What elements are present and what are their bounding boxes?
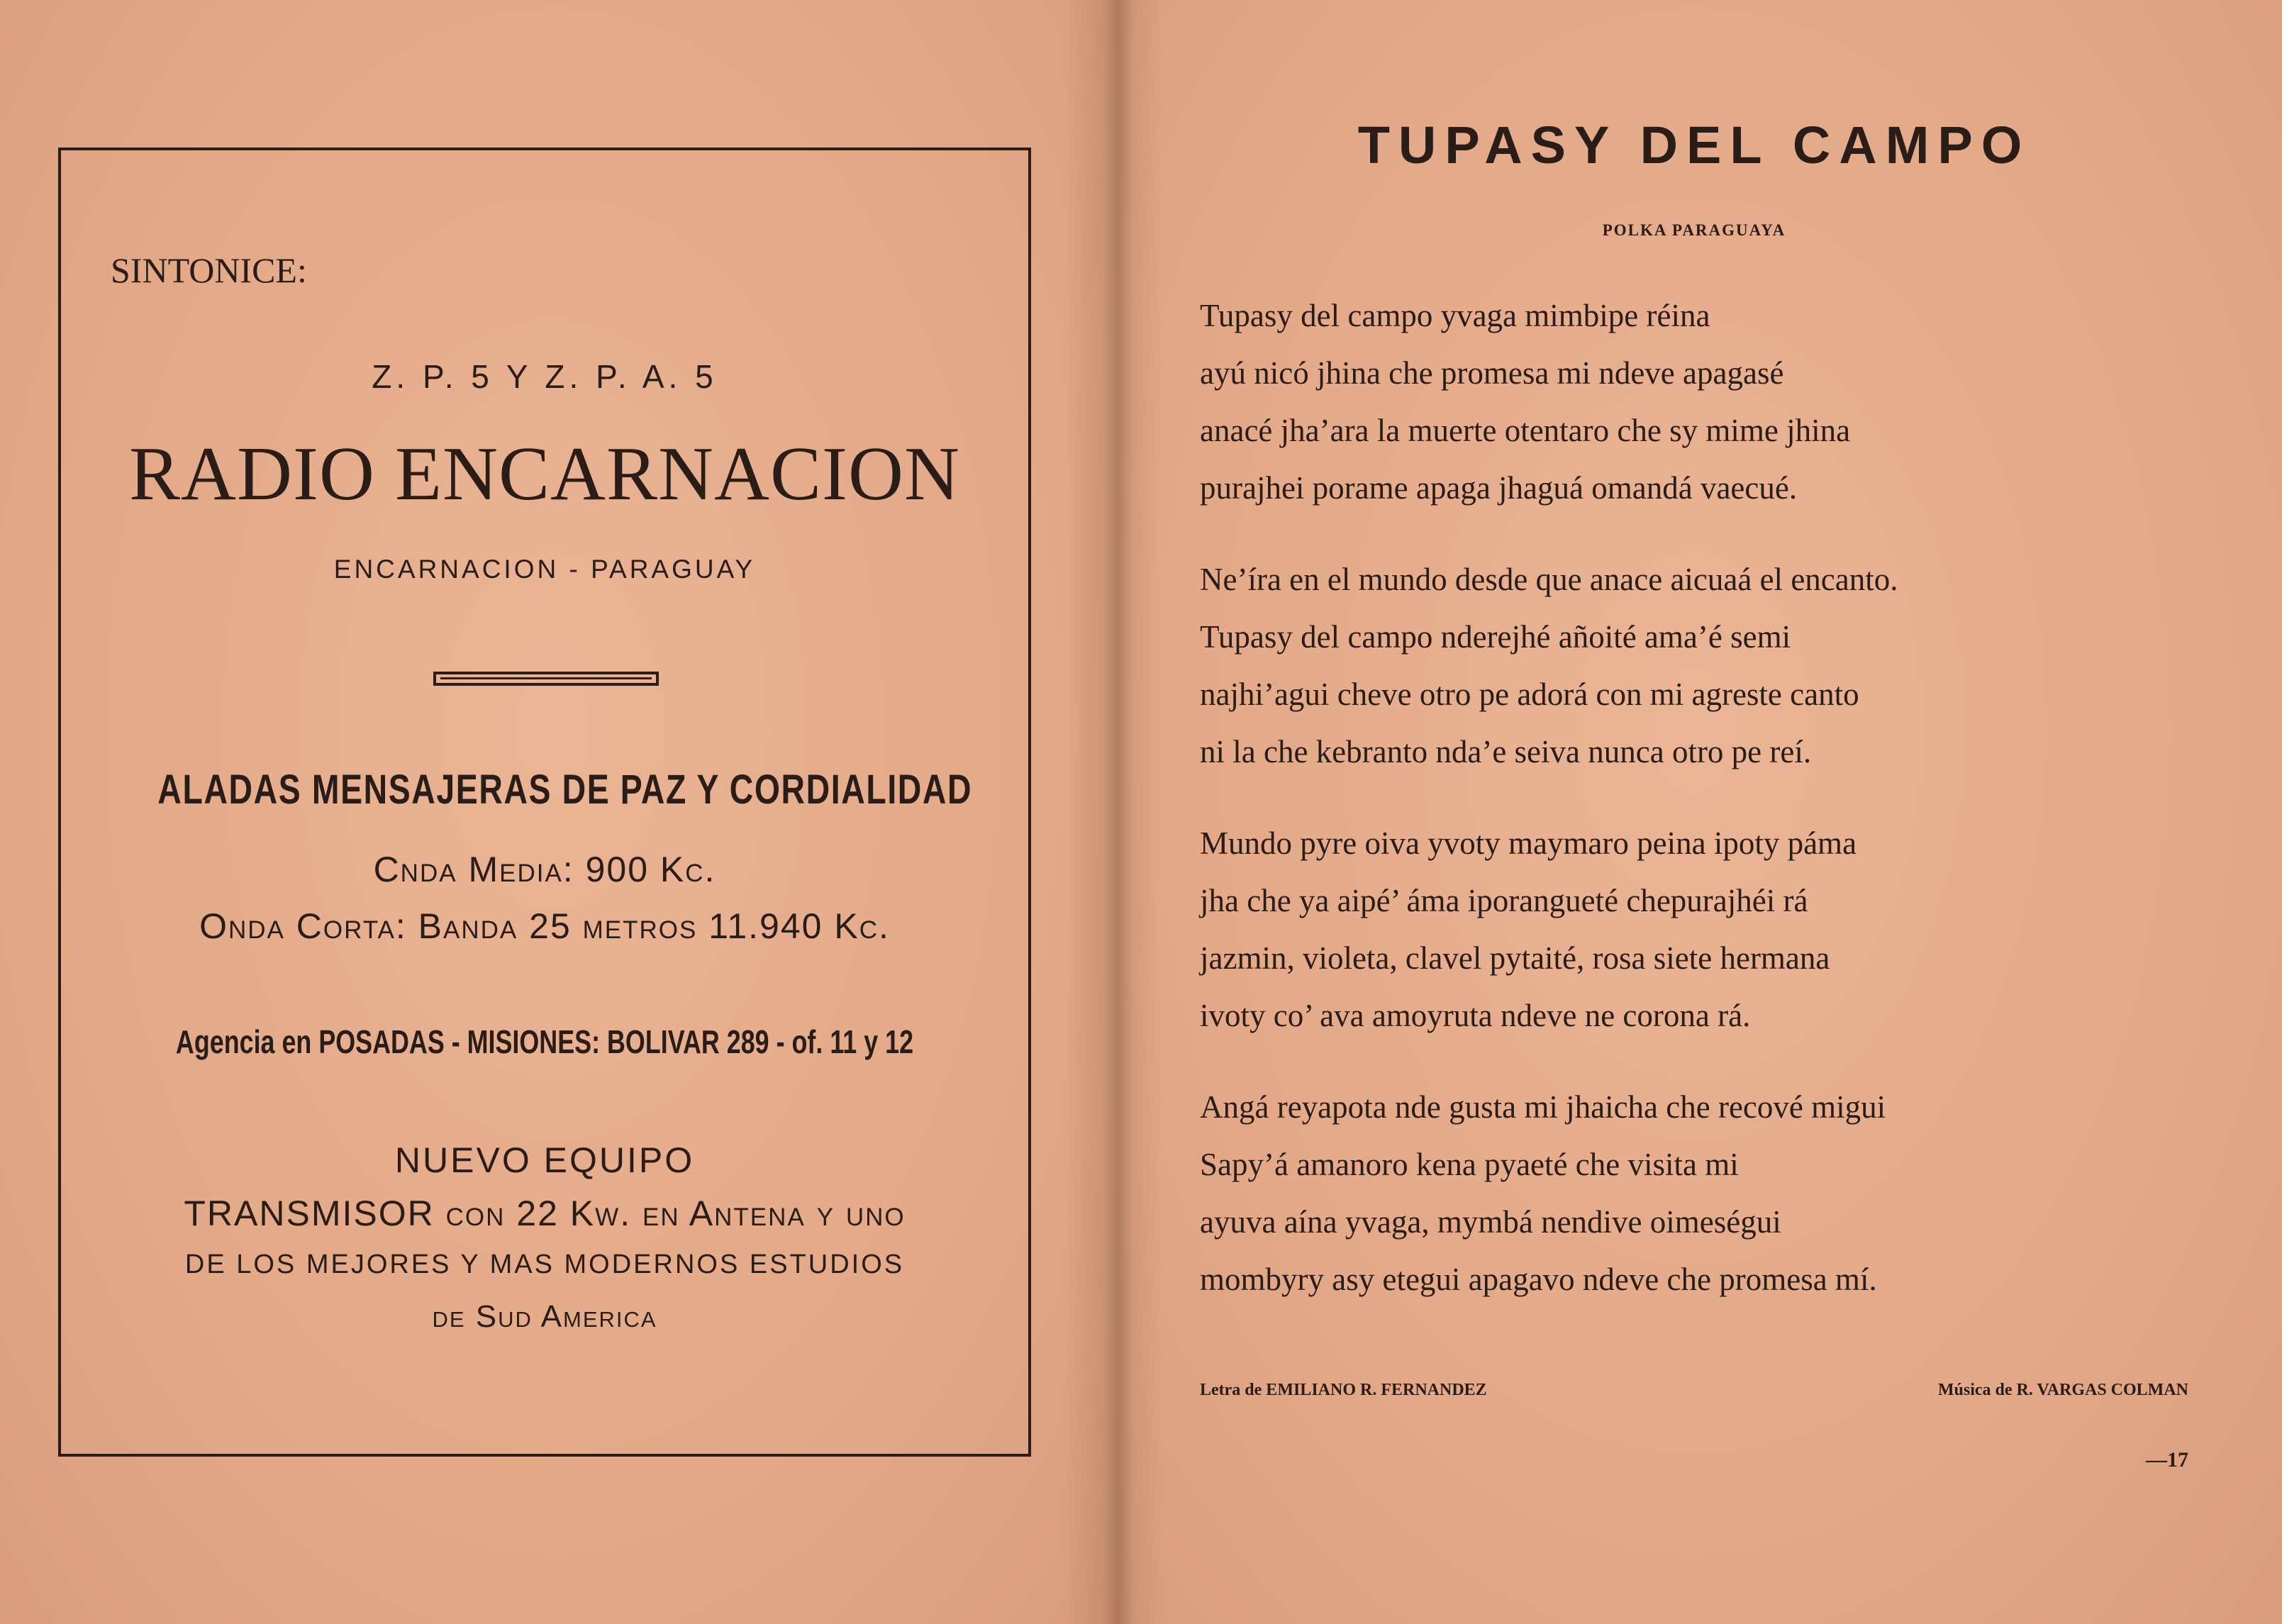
equipment-studios: DE LOS MEJORES Y MAS MODERNOS ESTUDIOS: [184, 1250, 905, 1279]
lyrics-line: najhi’agui cheve otro pe adorá con mi agreste canto: [1200, 677, 1859, 712]
lyrics-line: jazmin, violeta, clavel pytaité, rosa siete hermana: [1200, 940, 1830, 976]
medium-wave-info: Cnda Media: 900 Kc.: [373, 850, 716, 889]
tune-in-label: SINTONICE:: [111, 250, 307, 290]
radio-advertisement: [58, 148, 1031, 1457]
lyrics-line: ayuva aína yvaga, mymbá nendive oimeségui: [1200, 1204, 1781, 1240]
station-frequencies: Z. P. 5 Y Z. P. A. 5: [372, 358, 718, 395]
right-page: [1106, 0, 2282, 1624]
lyrics-line: ivoty co’ ava amoyruta ndeve ne corona rá.: [1200, 998, 1751, 1033]
song-title: TUPASY DEL CAMPO: [1357, 116, 2031, 174]
lyrics-credit: Letra de EMILIANO R. FERNANDEZ: [1200, 1381, 1487, 1399]
book-gutter: [1064, 0, 1163, 1624]
lyrics-line: ayú nicó jhina che promesa mi ndeve apagasé: [1200, 355, 1784, 391]
equipment-heading: NUEVO EQUIPO: [394, 1140, 695, 1180]
station-name: RADIO ENCARNACION: [129, 432, 960, 516]
song-lyrics: [1200, 287, 2264, 1342]
lyrics-line: Ne’íra en el mundo desde que anace aicuaá el encanto.: [1200, 562, 1898, 597]
lyrics-line: Angá reyapota nde gusta mi jhaicha che recové migui: [1200, 1089, 1886, 1125]
lyrics-line: purajhei porame apaga jhaguá omandá vaecué.: [1200, 470, 1798, 506]
lyrics-line: ni la che kebranto nda’e seiva nunca otro pe reí.: [1200, 734, 1812, 769]
station-slogan: ALADAS MENSAJERAS DE PAZ Y CORDIALIDAD: [157, 767, 973, 813]
lyrics-line: anacé jha’ara la muerte otentaro che sy mime jhina: [1200, 413, 1851, 448]
song-genre: POLKA PARAGUAYA: [1602, 221, 1786, 239]
lyrics-line: Mundo pyre oiva yvoty maymaro peina ipoty páma: [1200, 825, 1857, 861]
divider-ornament: [433, 672, 659, 686]
lyrics-stanza: [1200, 815, 2264, 1045]
lyrics-line: Tupasy del campo nderejhé añoité ama’é semi: [1200, 619, 1791, 655]
station-location: ENCARNACION - PARAGUAY: [333, 555, 756, 584]
lyrics-line: Sapy’á amanoro kena pyaeté che visita mi: [1200, 1147, 1739, 1182]
short-wave-info: Onda Corta: Banda 25 metros 11.940 Kc.: [199, 906, 890, 946]
page-number: —17: [2146, 1448, 2188, 1472]
equipment-transmitter: TRANSMISOR con 22 Kw. en Antena y uno: [184, 1194, 906, 1233]
lyrics-stanza: [1200, 287, 2264, 517]
lyrics-line: Tupasy del campo yvaga mimbipe réina: [1200, 298, 1710, 333]
left-page: [0, 0, 1106, 1624]
lyrics-line: jha che ya aipé’ áma iporanguеté chepurajhéi rá: [1200, 883, 1808, 918]
equipment-region: de Sud America: [432, 1299, 657, 1334]
lyrics-stanza: [1200, 551, 2264, 781]
lyrics-stanza: [1200, 1079, 2264, 1308]
music-credit: Música de R. VARGAS COLMAN: [1937, 1381, 2188, 1399]
agency-address: Agencia en POSADAS - MISIONES: BOLIVAR 289 - of. 11 y 12: [175, 1023, 914, 1060]
lyrics-line: mombyry asy etegui apagavo ndeve che promesa mí.: [1200, 1262, 1877, 1297]
